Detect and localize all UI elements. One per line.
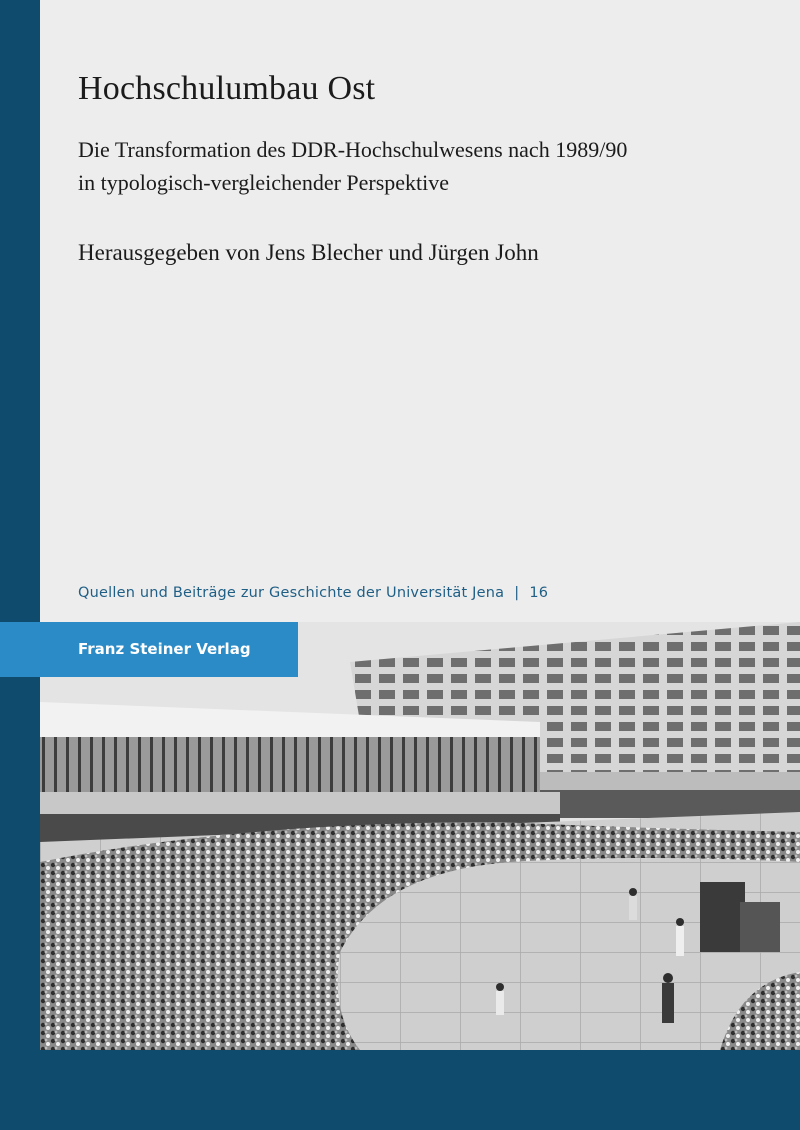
book-subtitle: [78, 133, 778, 199]
series-line: [78, 585, 548, 601]
cover-photo: [40, 622, 800, 1050]
series-name: Quellen und Beiträge zur Geschichte der Universität Jena: [78, 585, 505, 601]
series-separator: |: [514, 585, 520, 601]
cover-left-band: [0, 0, 40, 1130]
book-editors: Herausgegeben von Jens Blecher und Jürgen John: [78, 240, 539, 265]
campus-courtyard-photo: [40, 622, 800, 1050]
subtitle-line-2: in typologisch-vergleichender Perspektive: [78, 170, 450, 195]
book-title: Hochschulumbau Ost: [78, 70, 376, 107]
subtitle-line-1: Die Transformation des DDR-Hochschulwesens nach 1989/90: [78, 137, 628, 162]
series-number: 16: [529, 585, 549, 601]
publisher-name: Franz Steiner Verlag: [78, 640, 251, 658]
